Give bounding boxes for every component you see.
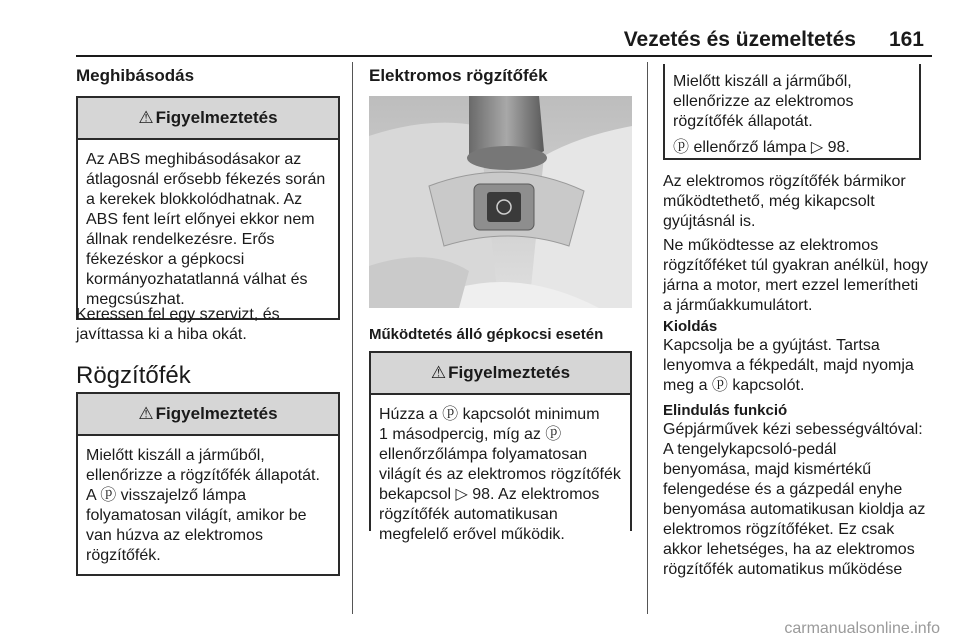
paragraph-operable-anytime: Az elektromos rögzítőfék bármikor működtethető, még kikapcsolt gyújtásnál is. — [663, 173, 906, 230]
warning-text: Mielőtt kiszáll a járműből, ellenőrizze a rögzítőfék állapotát. A ⓟ visszajelző lámpa folyamatosan világít, amikor be van húzva az elektromos rögzítőfék. — [86, 447, 320, 564]
info-box-text: Mielőtt kiszáll a járműből, ellenőrizze az elektromos rögzítőfék állapotát. — [673, 73, 854, 130]
heading-electric-parking-brake: Elektromos rögzítőfék — [369, 66, 548, 85]
warning-header — [78, 98, 338, 140]
heading-meghibasodas: Meghibásodás — [76, 66, 195, 85]
warning-header — [78, 394, 338, 436]
paragraph-release: Kapcsolja be a gyújtást. Tartsa lenyomva a fékpedált, majd nyomja meg a ⓟ kapcsolót. — [663, 337, 914, 394]
header-rule — [76, 55, 932, 57]
paragraph-drive-away: Gépjárművek kézi sebességváltóval: A tengelykapcsoló-pedál benyomása, majd kismértékű felengedése és a gázpedál enyhe benyomása automatikusan kioldja az elektromos rögzítőféket. Ez csak akkor lehetséges, ha az elektromos rögzítőfék automatikus működése — [663, 421, 926, 578]
warning-box-operation — [369, 351, 632, 543]
subheading-stationary-operation: Működtetés álló gépkocsi esetén — [369, 326, 604, 343]
watermark: carmanualsonline.info — [784, 620, 940, 637]
warning-triangle-icon: ⚠ — [138, 108, 154, 127]
warning-title: Figyelmeztetés — [155, 404, 278, 423]
heading-drive-away: Elindulás funkció — [663, 402, 788, 419]
paragraph-battery-warning: Ne működtesse az elektromos rögzítőféket túl gyakran anélkül, hogy járna a motor, mert ezzel lemerítheti a járműakkumulátort. — [663, 237, 929, 314]
console-illustration — [369, 96, 632, 308]
warning-text: Az ABS meghibásodásakor az átlagosnál erősebb fékezés során a kerekek blokkolódhatnak. Az ABS fent leírt előnyei ekkor nem állnak rendelkezésre. Erős fékezéskor a gépkocsi kormányozhatatlanná válhat és megcsúszhat. — [86, 151, 326, 308]
parking-brake-console-photo — [369, 96, 632, 308]
heading-release: Kioldás — [663, 318, 718, 335]
info-box-check — [663, 64, 921, 160]
warning-box-parking — [76, 392, 340, 576]
warning-title: Figyelmeztetés — [155, 108, 278, 127]
warning-triangle-icon: ⚠ — [430, 363, 447, 382]
paragraph-service: Keressen fel egy szervizt, és javíttassa ki a hiba okát. — [76, 306, 280, 343]
warning-title: Figyelmeztetés — [448, 363, 571, 382]
warning-text: Húzza a ⓟ kapcsolót minimum 1 másodpercig, míg az ⓟ ellenőrzőlámpa folyamatosan világít és az elektromos rögzítőfék bekapcsol ▷ 98. Az elektromos rögzítőfék automatikusan megfelelő erővel működik. — [379, 406, 621, 543]
page-number: 161 — [888, 28, 924, 51]
heading-rogzitofek: Rögzítőfék — [76, 362, 191, 389]
column-divider-left — [352, 62, 353, 614]
column-divider-right — [647, 62, 648, 614]
warning-header — [371, 353, 630, 395]
info-box-lamp-reference: ⓟ ellenőrző lámpa ▷ 98. — [673, 139, 850, 156]
page-header-title: Vezetés és üzemeltetés — [623, 28, 856, 51]
warning-triangle-icon: ⚠ — [138, 404, 154, 423]
warning-box-abs — [76, 96, 340, 320]
